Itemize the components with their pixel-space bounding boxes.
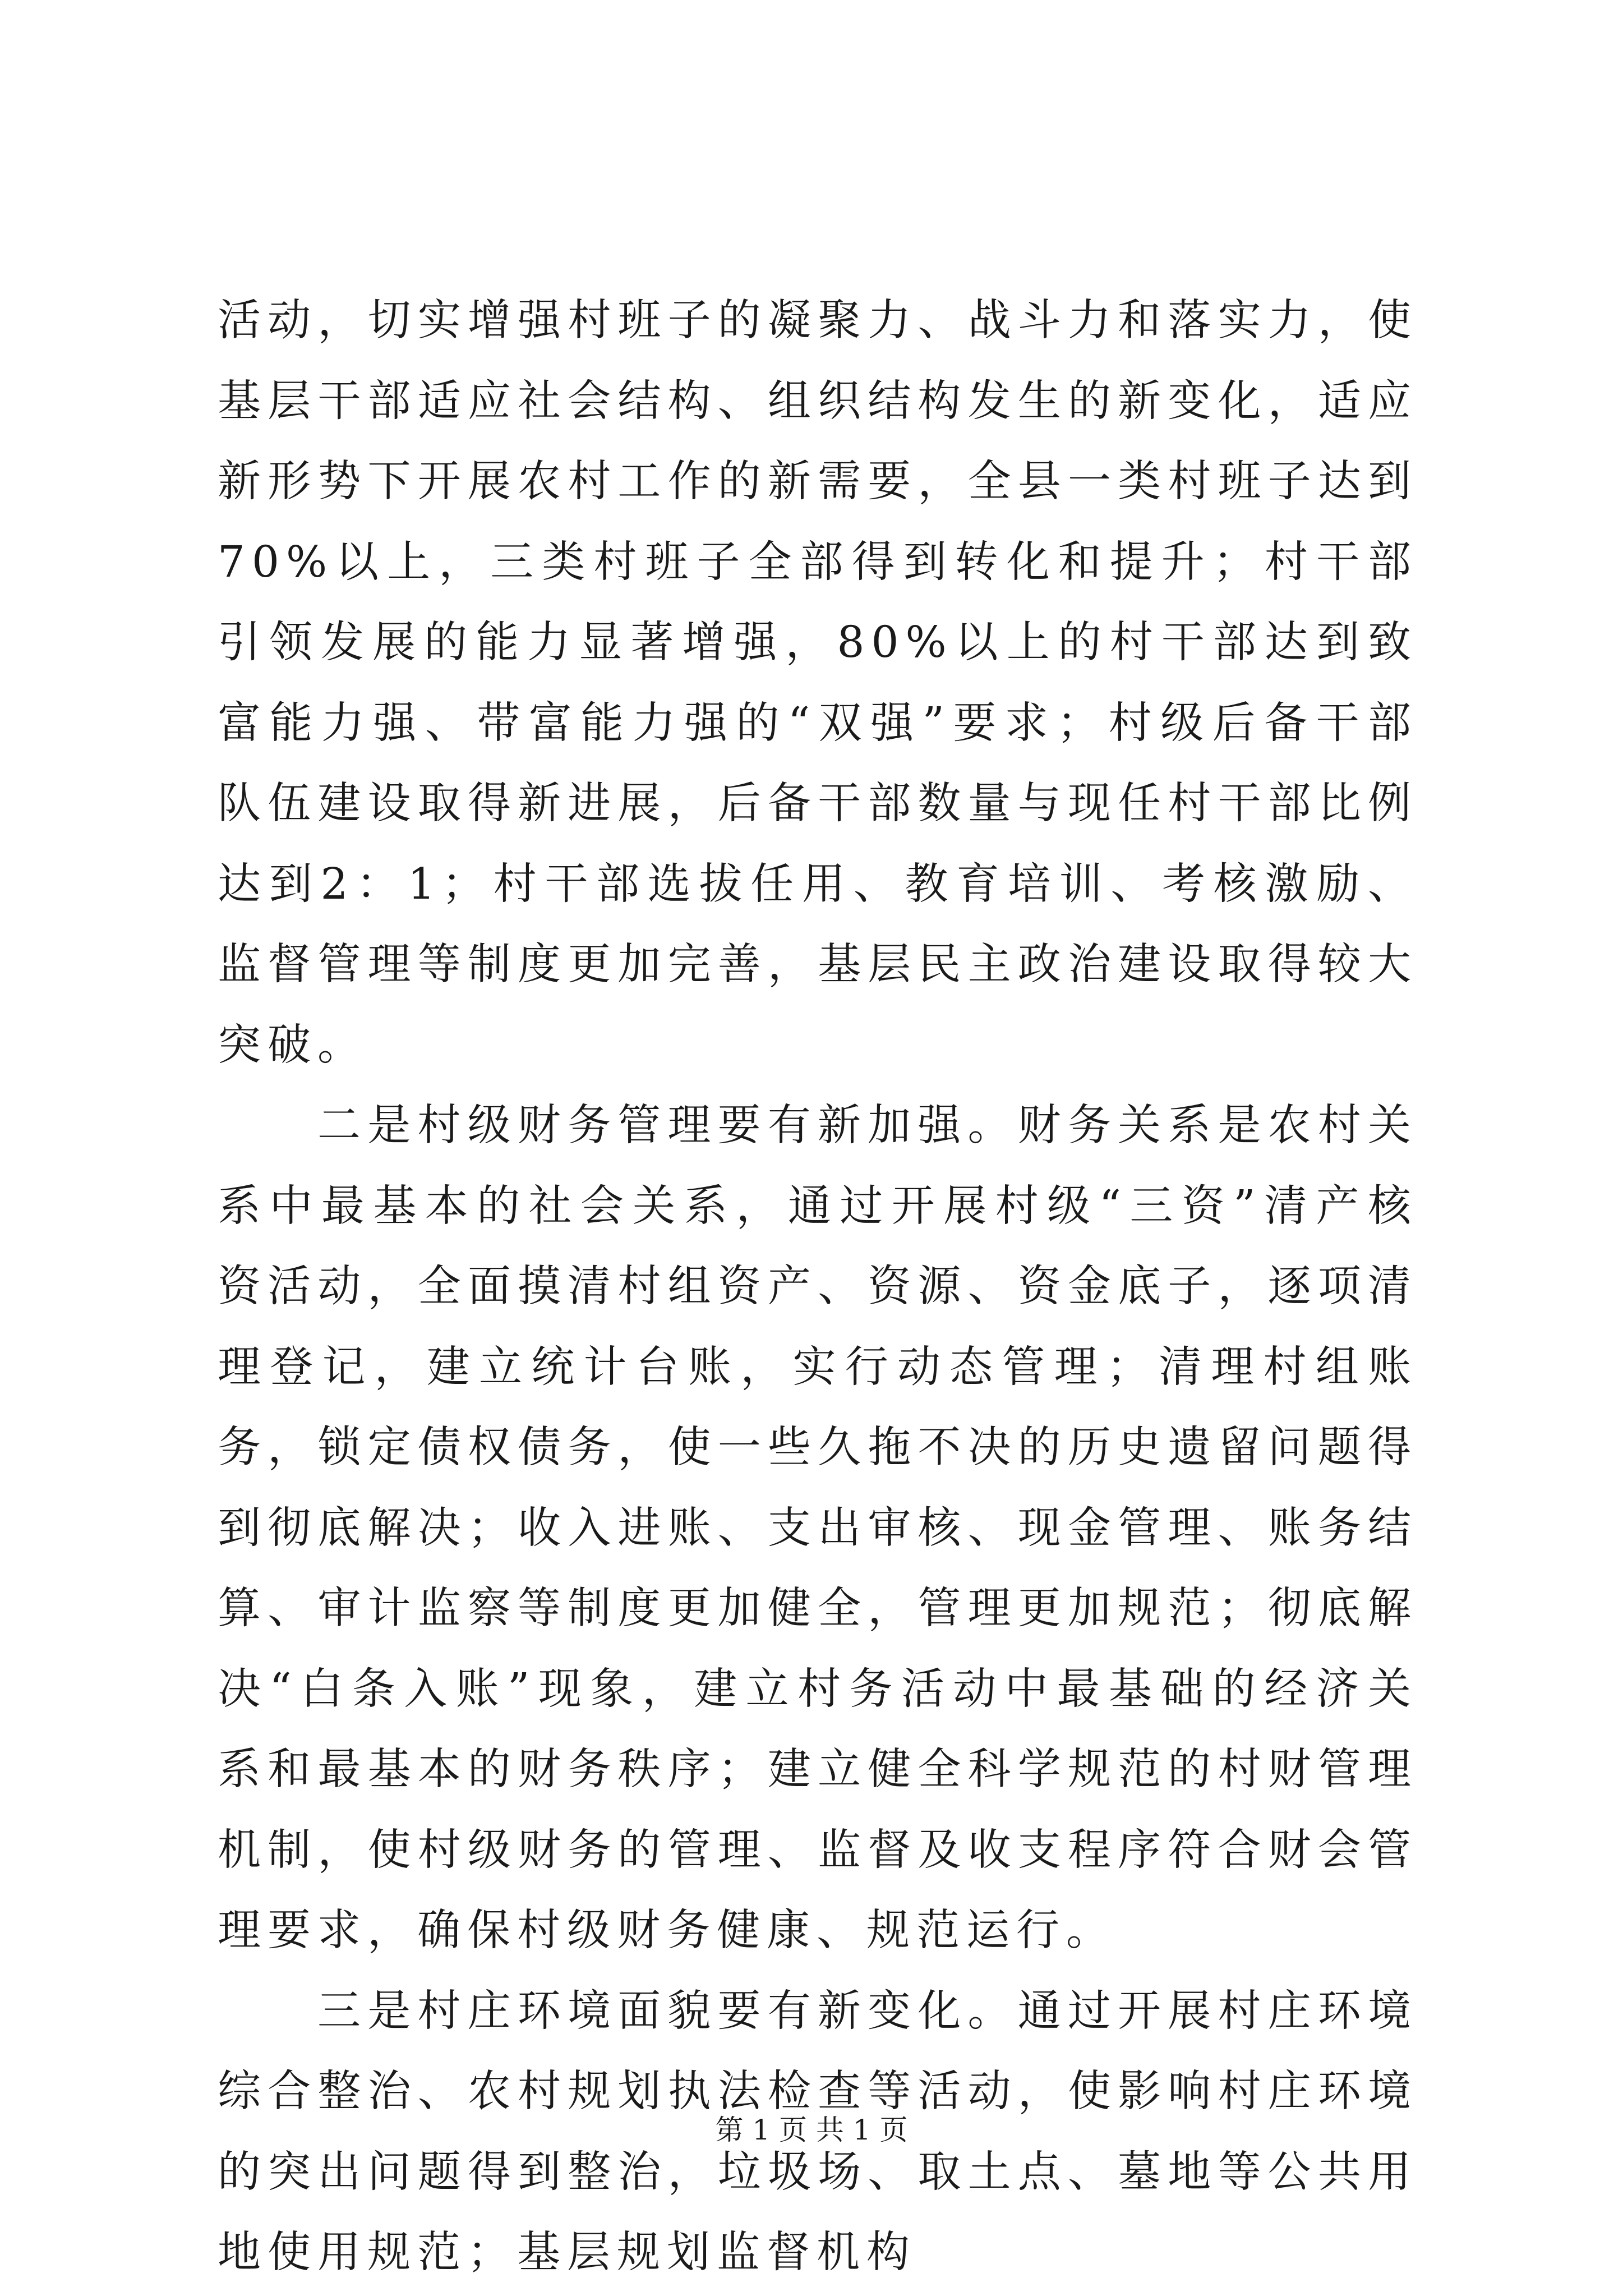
page-footer: 第 1 页 共 1 页 [715,2114,908,2146]
paragraph-3: 三是村庄环境面貌要有新变化。通过开展村庄环境综合整治、农村规划执法检查等活动，使影响村庄环境的突出问题得到整治，垃圾场、取土点、墓地等公共用地使用规范；基层规划监督机构 [218,1986,1418,2277]
paragraph-1: 活动，切实增强村班子的凝聚力、战斗力和落实力，使基层干部适应社会结构、组织结构发生的新变化，适应新形势下开展农村工作的新需要，全县一类村班子达到70%以上，三类村班子全部得到转化和提升；村干部引领发展的能力显著增强，80%以上的村干部达到致富能力强、带富能力强的“双强”要求；村级后备干部队伍建设取得新进展，后备干部数量与现任村干部比例达到2：1；村干部选拔任用、教育培训、考核激励、监督管理等制度更加完善，基层民主政治建设取得较大突破。 [218,296,1418,1070]
body-text [218,280,1418,2293]
paragraph-2: 二是村级财务管理要有新加强。财务关系是农村关系中最基本的社会关系，通过开展村级“三资”清产核资活动，全面摸清村组资产、资源、资金底子，逐项清理登记，建立统计台账，实行动态管理；清理村组账务，锁定债权债务，使一些久拖不决的历史遗留问题得到彻底解决；收入进账、支出审核、现金管理、账务结算、审计监察等制度更加健全，管理更加规范；彻底解决“白条入账”现象，建立村务活动中最基础的经济关系和最基本的财务秩序；建立健全科学规范的村财管理机制，使村级财务的管理、监督及收支程序符合财会管理要求，确保村级财务健康、规范运行。 [218,1101,1418,1955]
